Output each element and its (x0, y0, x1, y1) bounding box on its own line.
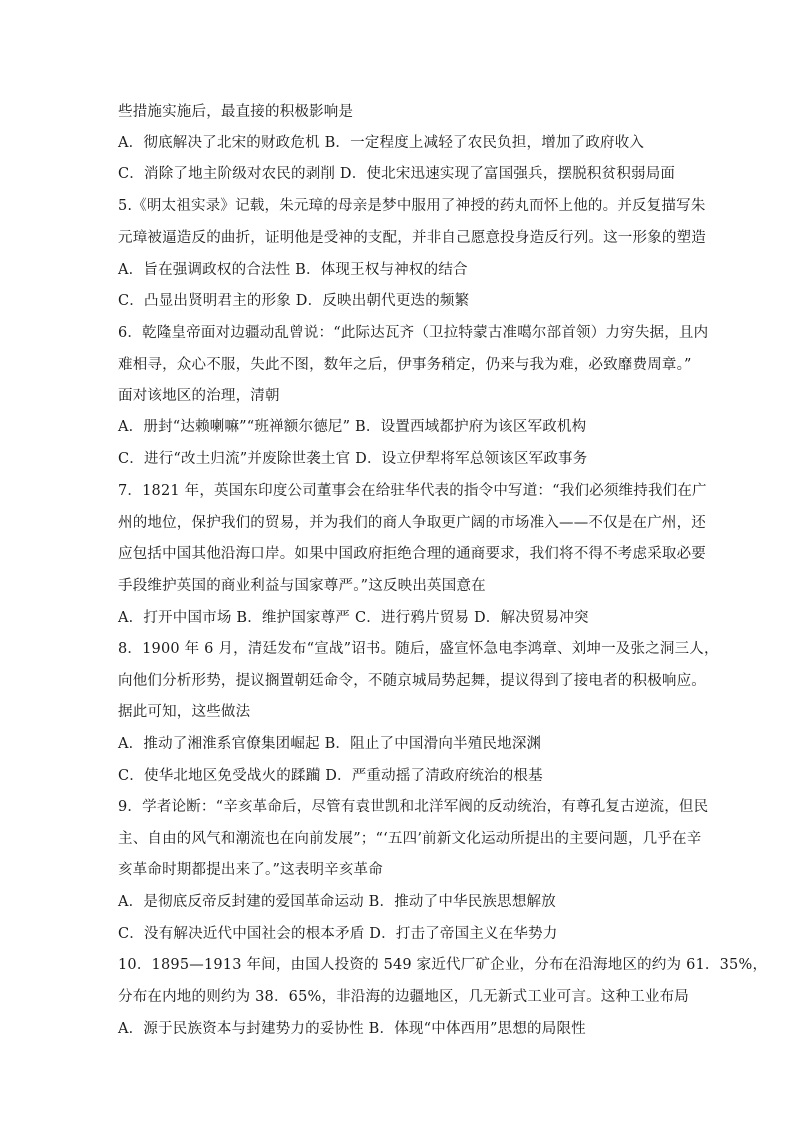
option-line: C．消除了地主阶级对农民的剥削 D．使北宋迅速实现了富国强兵，摆脱积贫积弱局面 (118, 166, 676, 182)
option-line: A．旨在强调政权的合法性 B．体现王权与神权的结合 (118, 262, 468, 278)
option-line: C．进行“改土归流”并废除世袭土官 D．设立伊犁将军总领该区军政事务 (118, 451, 588, 467)
text-line: 难相寻，众心不服，失此不图，数年之后，伊事务稍定，仍来与我为难，必致靡费周章。” (118, 357, 692, 373)
text-line: 据此可知，这些做法 (118, 704, 251, 720)
question-7-text: 7．1821 年，英国东印度公司董事会在给驻华代表的指令中写道：“我们必须维持我们在广 (118, 483, 707, 499)
text-line: 些措施实施后，最直接的积极影响是 (118, 104, 354, 120)
text-line: 手段维护英国的商业利益与国家尊严。”这反映出英国意在 (118, 578, 486, 594)
option-line: A．打开中国市场 B．维护国家尊严 C．进行鸦片贸易 D．解决贸易冲突 (118, 610, 589, 626)
option-line: C．凸显出贤明君主的形象 D．反映出朝代更迭的频繁 (118, 293, 470, 309)
text-line: 州的地位，保护我们的贸易，并为我们的商人争取更广阔的市场准入——不仅是在广州，还 (118, 515, 706, 531)
question-6-text: 6．乾隆皇帝面对边疆动乱曾说：“此际达瓦齐（卫拉特蒙古准噶尔部首领）力穷失据，且内 (118, 325, 709, 341)
text-line: 分布在内地的则约为 38．65%，非沿海的边疆地区，几无新式工业可言。这种工业布局 (118, 989, 689, 1005)
option-line: A．推动了湘淮系官僚集团崛起 B．阻止了中国滑向半殖民地深渊 (118, 736, 542, 752)
question-9-text: 9．学者论断：“辛亥革命后，尽管有袁世凯和北洋军阀的反动统治，有尊孔复古逆流，但民 (118, 799, 709, 815)
text-line: 向他们分析形势，提议搁置朝廷命令，不随京城局势起舞，提议得到了接电者的积极响应。 (118, 673, 706, 689)
question-8-text: 8．1900 年 6 月，清廷发布“宣战”诏书。随后，盛宣怀急电李鸿章、刘坤一及张之洞三人， (118, 641, 719, 657)
text-line: 应包括中国其他沿海口岸。如果中国政府拒绝合理的通商要求，我们将不得不考虑采取必要 (118, 546, 706, 562)
text-line: 亥革命时期都提出来了。”这表明辛亥革命 (118, 862, 383, 878)
option-line: A．源于民族资本与封建势力的妥协性 B．体现“中体西用”思想的局限性 (118, 1021, 586, 1037)
option-line: A．册封“达赖喇嘛”“班禅额尔德尼” B．设置西域都护府为该区军政机构 (118, 419, 587, 435)
question-10-text: 10．1895—1913 年间，由国人投资的 549 家近代厂矿企业，分布在沿海地区的约为 61．35%， (118, 957, 768, 973)
question-5-text: 5.《明太祖实录》记载，朱元璋的母亲是梦中服用了神授的药丸而怀上他的。并反复描写朱 (118, 198, 706, 214)
text-line: 面对该地区的治理，清朝 (118, 388, 280, 404)
option-line: A．是彻底反帝反封建的爱国革命运动 B．推动了中华民族思想解放 (118, 894, 556, 910)
option-line: C．使华北地区免受战火的蹂躏 D．严重动摇了清政府统治的根基 (118, 768, 543, 784)
option-line: A．彻底解决了北宋的财政危机 B．一定程度上减轻了农民负担，增加了政府收入 (118, 135, 645, 151)
text-line: 元璋被逼造反的曲折，证明他是受神的支配，并非自己愿意投身造反行列。这一形象的塑造 (118, 230, 706, 246)
text-line: 主、自由的风气和潮流也在向前发展”；“‘五四’前新文化运动所提出的主要问题，几乎在辛 (118, 831, 702, 847)
option-line: C．没有解决近代中国社会的根本矛盾 D．打击了帝国主义在华势力 (118, 926, 558, 942)
